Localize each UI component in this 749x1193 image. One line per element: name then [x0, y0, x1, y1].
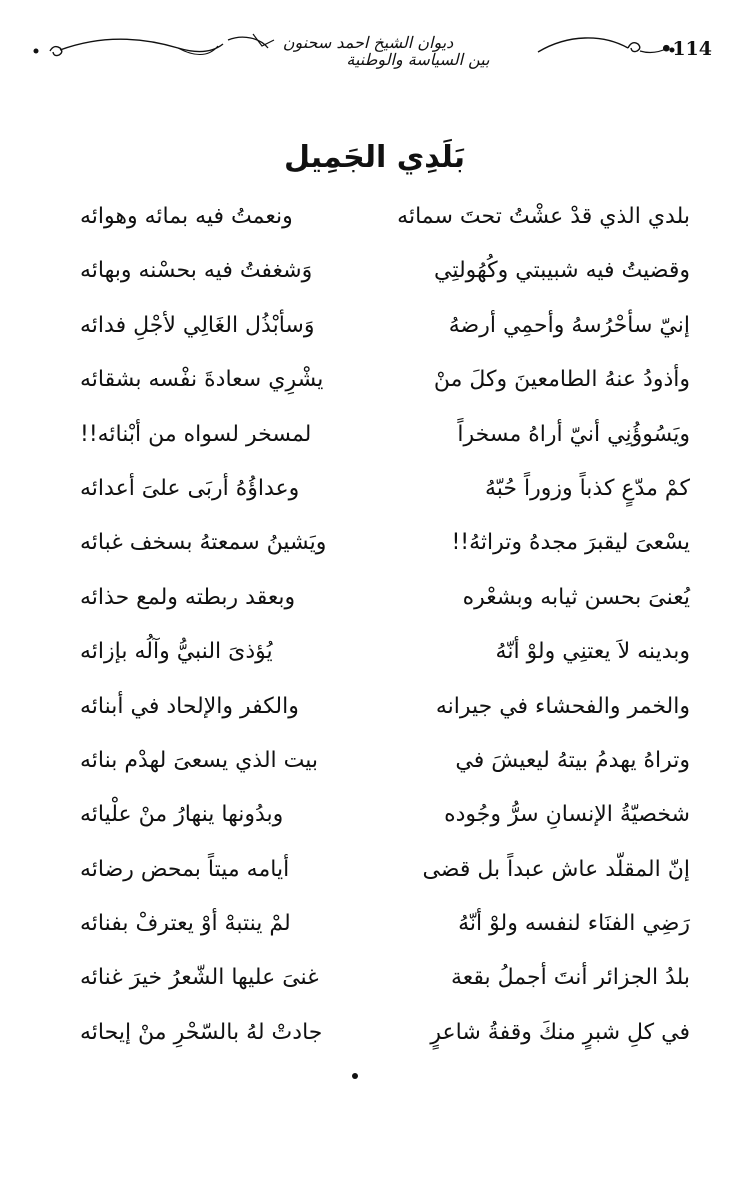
verse-first-hemistich: شخصيّةُ الإنسانِ سرُّ وجُوده [444, 802, 690, 828]
verse-first-hemistich: كمْ مدّعٍ كذباً وزوراً حُبّهُ [484, 475, 690, 501]
verse-second-hemistich: وبعقد ربطته ولمع حذائه [80, 584, 296, 610]
verse [60, 410, 690, 464]
verse-end-mark [352, 1073, 358, 1079]
poem-title: بَلَدِي الجَمِيل [283, 140, 466, 175]
verse-first-hemistich: في كلِ شبرٍ منكَ وقفةُ شاعرٍ [430, 1019, 690, 1045]
running-title [198, 34, 578, 68]
verse-second-hemistich: ونعمتُ فيه بمائه وهوائه [80, 204, 293, 229]
running-title-line2: بين السياسة والوطنية [346, 50, 490, 69]
verse-first-hemistich: يسْعىَ ليقبرَ مجدهُ وتراثهُ!! [451, 530, 690, 556]
verse-second-hemistich: وَسأبْذُل الغَالِي لأجْلِ فدائه [80, 312, 315, 338]
running-header [28, 26, 718, 72]
verse-list [60, 192, 690, 1062]
page-number: •114 [660, 38, 712, 60]
verse [60, 845, 690, 899]
verse-first-hemistich: يُعنىَ بحسن ثيابه وبشعْره [462, 584, 690, 610]
verse-second-hemistich: ويَشينُ سمعتهُ بسخف غبائه [80, 530, 327, 556]
verse [60, 301, 690, 355]
verse-first-hemistich: إنيّ سأحْرُسهُ وأحمِي أرضهُ [448, 312, 690, 338]
verse-second-hemistich: وَشغفتُ فيه بحسْنه وبهائه [80, 258, 313, 284]
verse [60, 790, 690, 844]
verse-first-hemistich: بلدي الذي قدْ عشْتُ تحتَ سمائه [397, 204, 690, 229]
verse-second-hemistich: جادتْ لهُ بالسّحْرِ منْ إيحائه [80, 1019, 323, 1045]
verse-second-hemistich: لمْ ينتبهْ أوْ يعترفْ بفنائه [80, 911, 291, 937]
verse [60, 464, 690, 518]
verse [60, 355, 690, 409]
verse-second-hemistich: لمسخر لسواه من أبْنائه!! [80, 421, 312, 447]
verse [60, 192, 690, 246]
verse-first-hemistich: وأذودُ عنهُ الطامعينَ وكلَ منْ [433, 367, 690, 393]
verse-second-hemistich: بيت الذي يسعىَ لهدْم بنائه [80, 747, 319, 773]
verse [60, 736, 690, 790]
verse [60, 518, 690, 572]
verse-first-hemistich: رَضِي الفنَاء لنفسه ولوْ أنّهُ [458, 911, 690, 937]
verse [60, 899, 690, 953]
verse-second-hemistich: يُؤذىَ النبيُّ وآلُه بإزائه [80, 639, 273, 665]
verse [60, 953, 690, 1007]
verse-second-hemistich: والكفر والإلحاد في أبنائه [80, 693, 299, 719]
verse-first-hemistich: بلدُ الجزائر أنتَ أجملُ بقعة [450, 965, 690, 991]
verse [60, 627, 690, 681]
verse-second-hemistich: غنىَ عليها الشّعرُ خيرَ غنائه [80, 965, 319, 991]
verse-first-hemistich: وتراهُ يهدمُ بيتهُ ليعيشَ في [455, 747, 690, 773]
verse-first-hemistich: والخمر والفحشاء في جيرانه [435, 693, 690, 719]
verse-second-hemistich: أيامه ميتاً بمحض رضائه [80, 856, 290, 882]
verse-first-hemistich: إنّ المقلّد عاش عبداً بل قضى [422, 856, 690, 882]
verse-second-hemistich: يشْرِي سعادةَ نفْسه بشقائه [80, 367, 324, 393]
verse [60, 682, 690, 736]
verse [60, 573, 690, 627]
verse [60, 246, 690, 300]
running-title-line1: ديوان الشيخ احمد سحنون [282, 33, 454, 52]
verse-first-hemistich: وقضيتُ فيه شبيبتي وكُهُولتِي [434, 258, 690, 284]
verse [60, 1008, 690, 1062]
verse-second-hemistich: وعداؤُهُ أربَى علىَ أعدائه [80, 475, 300, 501]
verse-second-hemistich: وبدُونها ينهارُ منْ علْيائه [80, 802, 284, 828]
verse-first-hemistich: وبدينه لاَ يعتنِي ولوْ أنّهُ [495, 639, 690, 665]
verse-first-hemistich: ويَسُوؤُنِي أنيّ أراهُ مسخراً [457, 421, 690, 447]
